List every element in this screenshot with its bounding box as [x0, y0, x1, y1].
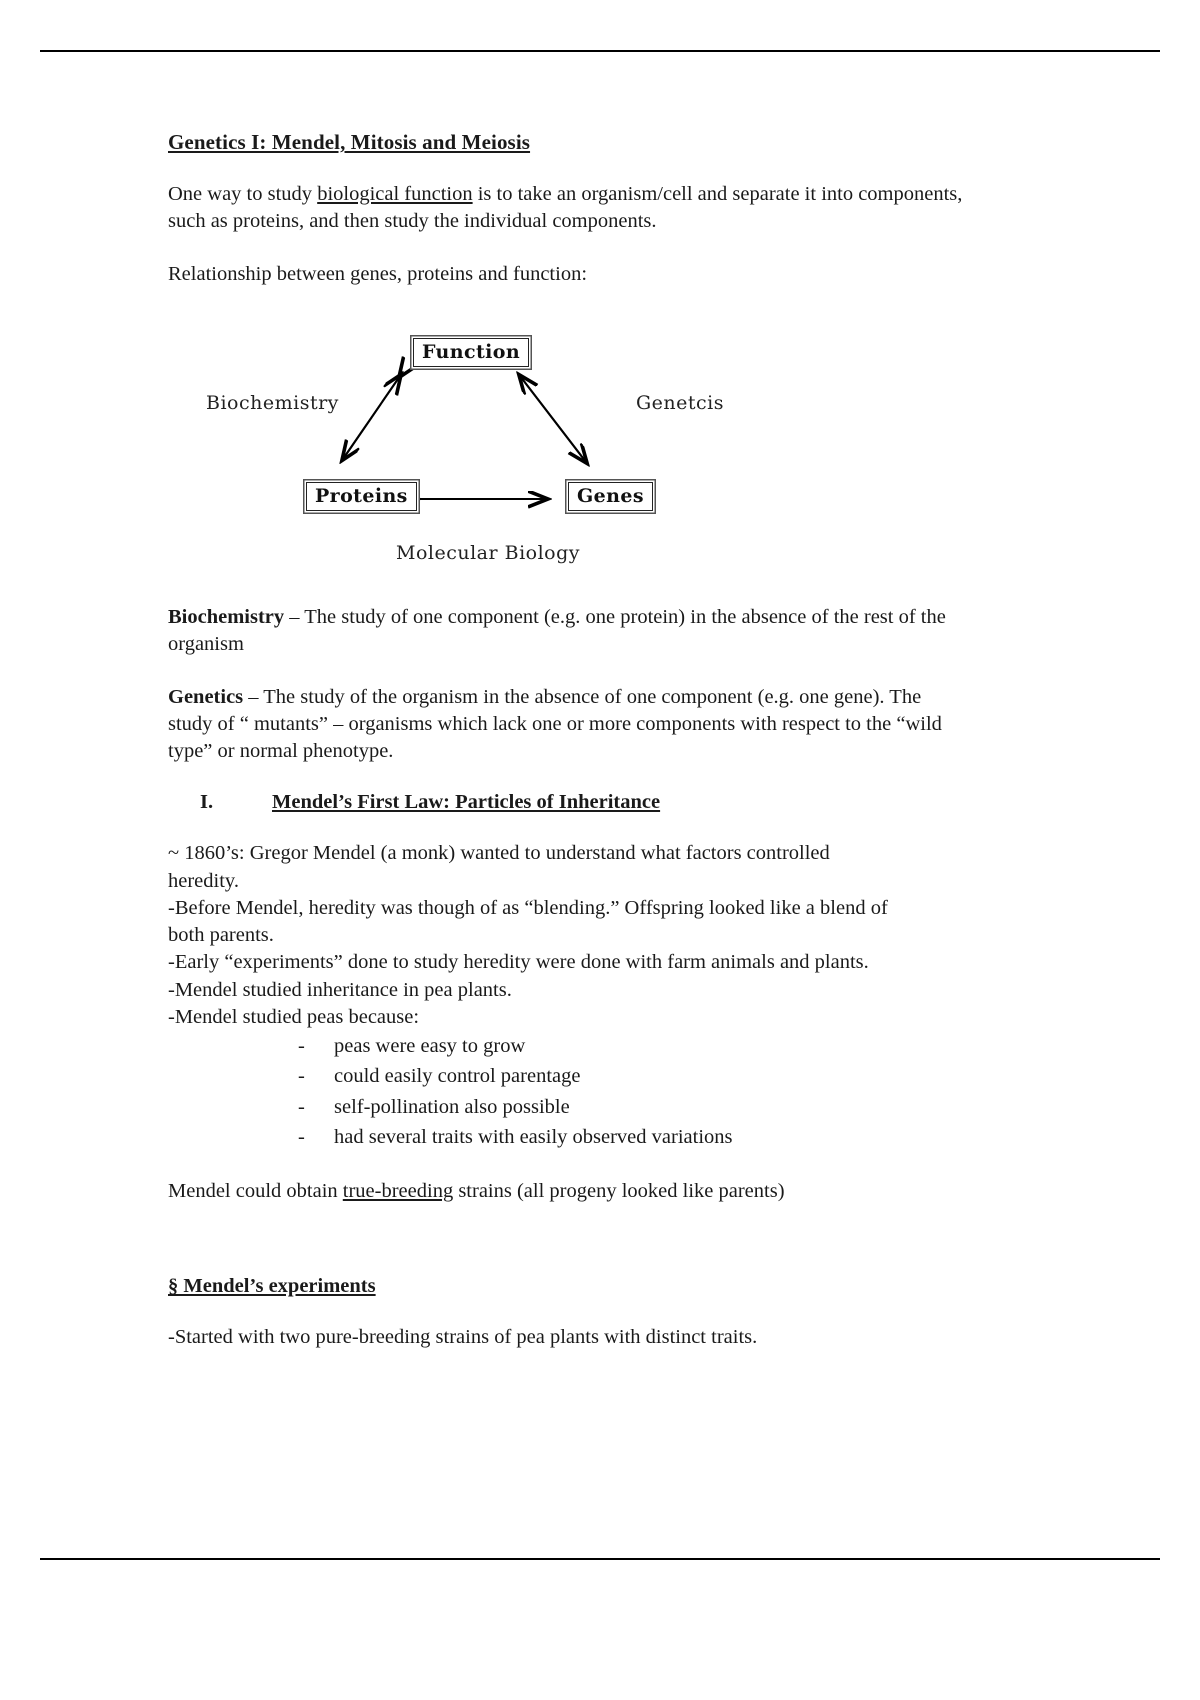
spacer [168, 1231, 968, 1275]
experiments-heading: § Mendel’s experiments [168, 1275, 376, 1298]
intro-text-before: One way to study [168, 183, 318, 205]
intro-paragraph [168, 181, 968, 235]
experiments-line: -Started with two pure-breeding strains of pea plants with distinct traits. [168, 1326, 758, 1349]
diagram-box-function: Function [413, 338, 529, 367]
definition-text-genetics: – The study of the organism in the absence of one component (e.g. one gene). The study of “ mutants” – organisms which lack one or more components with respect to the “wild type” or normal phenotype. [168, 686, 942, 763]
list-item [298, 1033, 968, 1060]
arrow-to-function-left [343, 376, 400, 459]
note-line: heredity. [168, 869, 239, 892]
list-item-label: could easily control parentage [334, 1065, 581, 1088]
true-breeding-underlined-term: true-breeding [342, 1180, 454, 1203]
bullet-dash: - [298, 1125, 305, 1148]
spacer [168, 1154, 968, 1178]
definition-genetics [168, 684, 968, 765]
section-number: I. [200, 791, 214, 814]
definition-term-biochemistry: Biochemistry [168, 606, 285, 629]
bullet-dash: - [298, 1095, 305, 1118]
list-item-label: peas were easy to grow [334, 1035, 526, 1058]
note-line: -Mendel studied peas because: [168, 1005, 420, 1028]
list-item-label: self-pollination also possible [334, 1095, 570, 1118]
pea-reasons-list [168, 1033, 968, 1151]
true-breeding-before: Mendel could obtain [168, 1180, 343, 1203]
definition-text-biochemistry: – The study of one component (e.g. one protein) in the absence of the rest of the organism [168, 606, 946, 656]
relationship-line: Relationship between genes, proteins and function: [168, 263, 588, 286]
notes-block [168, 840, 968, 1031]
diagram-box-proteins: Proteins [306, 482, 417, 511]
bullet-dash: - [298, 1065, 305, 1088]
true-breeding-after: strains (all progeny looked like parents) [453, 1180, 785, 1203]
diagram-caption-molecular-biology: Molecular Biology [396, 542, 581, 565]
list-item [298, 1094, 968, 1121]
note-line: -Mendel studied inheritance in pea plants. [168, 978, 512, 1001]
list-item [298, 1063, 968, 1090]
intro-text-after: is to take an organism/cell and separate it into components, such as proteins, and then study the individual components. [168, 183, 963, 233]
intro-underlined-term: biological function [317, 183, 473, 205]
diagram-box-genes: Genes [568, 482, 653, 511]
note-line: -Before Mendel, heredity was though of as “blending.” Offspring looked like a blend of [168, 896, 888, 919]
section-title: Mendel’s First Law: Particles of Inheritance [272, 791, 661, 814]
true-breeding-line [168, 1178, 968, 1205]
page-title: Genetics I: Mendel, Mitosis and Meiosis [168, 130, 531, 154]
header-rule [40, 50, 1160, 52]
note-line: -Early “experiments” done to study heredity were done with farm animals and plants. [168, 951, 869, 974]
relationship-diagram [168, 314, 968, 582]
diagram-label-genetics: Genetcis [636, 392, 725, 415]
arrow-genes-function [520, 376, 586, 462]
footer-rule [40, 1558, 1160, 1560]
list-item [298, 1124, 968, 1151]
diagram-label-biochemistry: Biochemistry [206, 392, 339, 415]
bullet-dash: - [298, 1035, 305, 1058]
document-body [168, 130, 968, 1377]
section-heading [168, 791, 968, 814]
note-line: ~ 1860’s: Gregor Mendel (a monk) wanted to understand what factors controlled [168, 842, 830, 865]
list-item-label: had several traits with easily observed variations [334, 1125, 733, 1148]
note-line: both parents. [168, 924, 274, 947]
definition-term-genetics: Genetics [168, 686, 244, 709]
definition-biochemistry [168, 604, 968, 658]
